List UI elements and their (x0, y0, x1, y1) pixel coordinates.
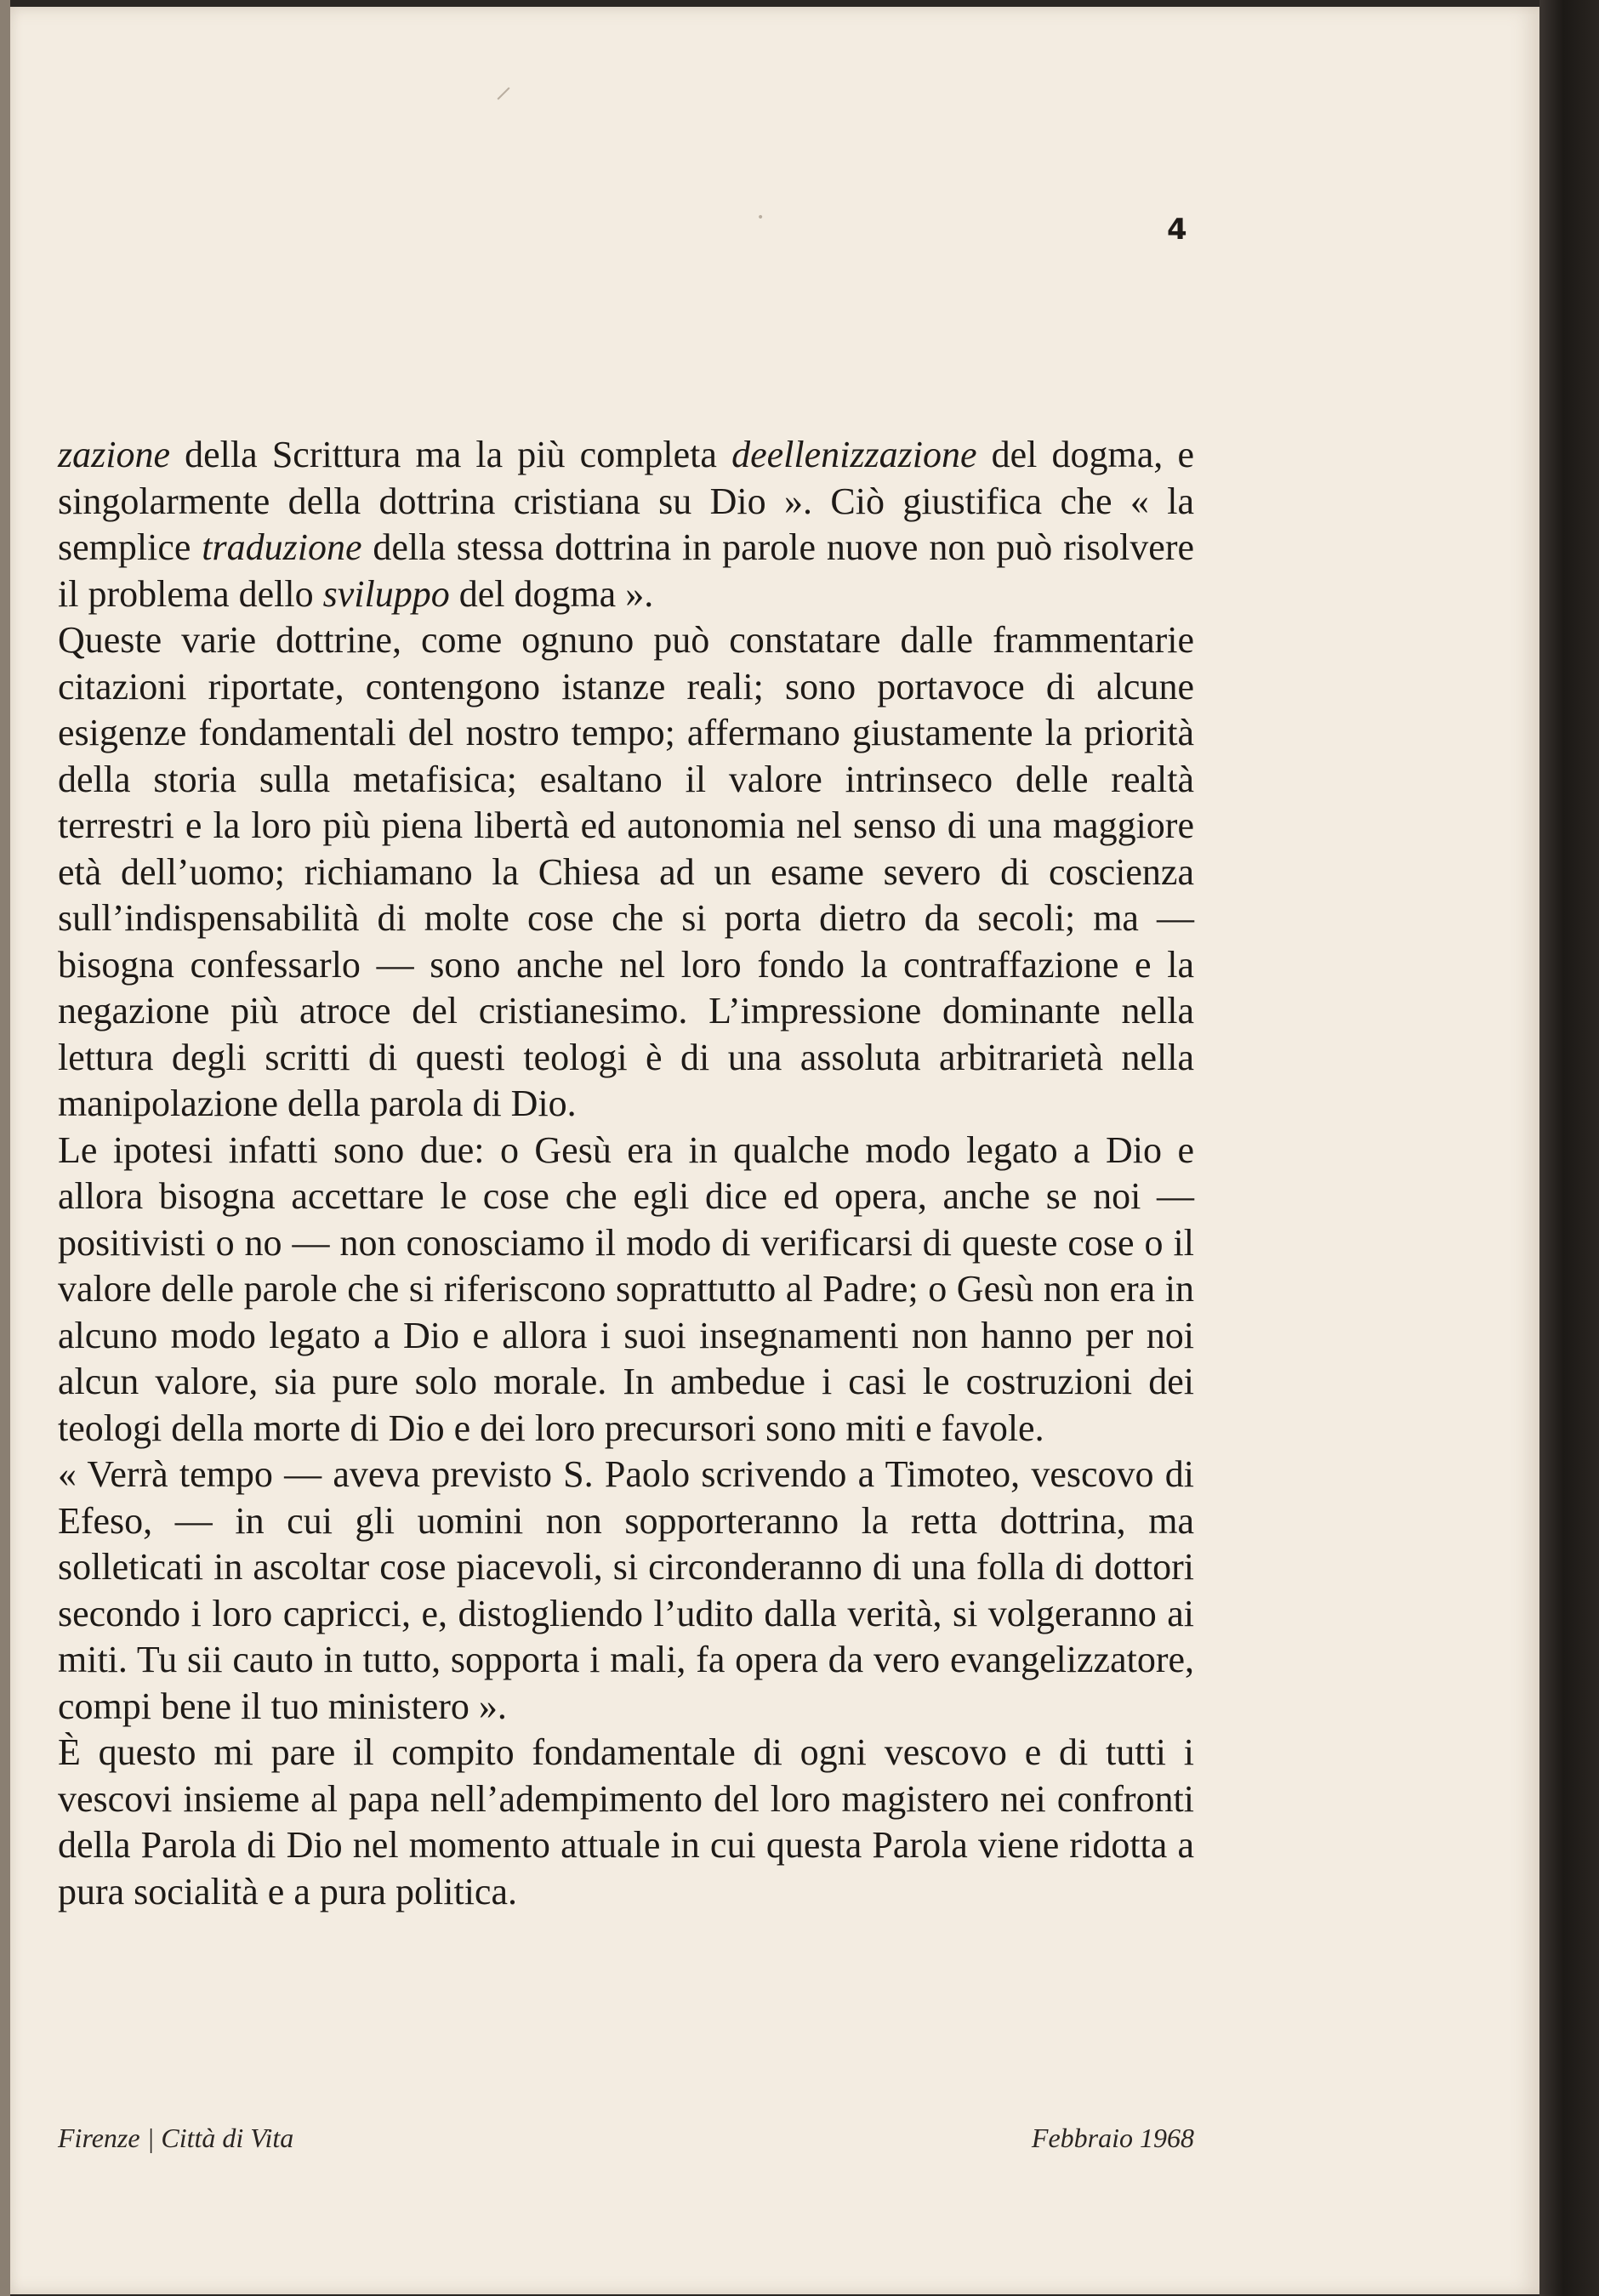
footer-imprint: Firenze | Città di Vita (58, 2123, 294, 2153)
body-text (58, 432, 1194, 1915)
italic-term: sviluppo (322, 572, 450, 615)
italic-term: deellenizzazione (731, 434, 977, 475)
paragraph (58, 1452, 1194, 1730)
text-run: « Verrà tempo — aveva previsto S. Paolo scrivendo a Timoteo, vescovo di Efeso, — in cui gli uomini non sopporteranno la retta dottrina, ma solleticati in ascoltar cose piacevoli, si circonderanno di una folla di dottori secondo i loro capricci, e, distogliendo l’udito dalla verità, si volgeranno ai miti. Tu sii cauto in tutto, sopporta i mali, fa opera da vero evangelizzatore, compi bene il tuo ministero ». (58, 1453, 1194, 1727)
italic-term: zazione (58, 434, 170, 475)
book-page (10, 7, 1541, 2294)
book-spine (1539, 0, 1599, 2296)
text-run: È questo mi pare il compito fondamentale di ogni vescovo e di tutti i vescovi insieme al papa nell’adempimento del loro magistero nei confronti della Parola di Dio nel momento attuale in cui questa Parola viene ridotta a pura socialità e a pura politica. (58, 1731, 1194, 1912)
paragraph (58, 617, 1194, 1128)
text-run: Queste varie dottrine, come ognuno può constatare dalle frammentarie citazioni riportate, contengono istanze reali; sono portavoce di alcune esigenze fondamentali del nostro tempo; affermano giustamente la priorità della storia sulla metafisica; esaltano il valore intrinseco delle realtà terrestri e la loro più piena libertà ed autonomia nel senso di una maggiore età dell’uomo; richiamano la Chiesa ad un esame severo di coscienza sull’indispensabilità di molte cose che si porta dietro da secoli; ma — bisogna confessarlo — sono anche nel loro fondo la contraffazione e la negazione più atroce del cristianesimo. L’impressione dominante nella lettura degli scritti di questi teologi è di una assoluta arbitrarietà nella manipolazione della parola di Dio. (58, 619, 1194, 1124)
footer-date: Febbraio 1968 (1031, 2123, 1194, 2153)
italic-term: traduzione (202, 526, 362, 568)
text-run: della Scrittura ma la più completa (170, 434, 732, 475)
text-run: Le ipotesi infatti sono due: o Gesù era in qualche modo legato a Dio e allora bisogna accettare le cose che egli dice ed opera, anche se noi — positivisti o no — non conosciamo il modo di verificarsi di queste cose o il valore delle parole che si riferiscono soprattutto al Padre; o Gesù non era in alcuno modo legato a Dio e allora i suoi insegnamenti non hanno per noi alcun valore, sia pure solo morale. In ambedue i casi le costruzioni dei teologi della morte di Dio e dei loro precursori sono miti e favole. (58, 1128, 1194, 1449)
text-run: del dogma ». (449, 572, 654, 615)
ink-speck: ⸍ (495, 81, 512, 120)
paragraph (58, 1128, 1194, 1452)
ink-speck: • (757, 211, 765, 224)
text-run: del dogma, e singolarmente della dottrina cristiana su Dio ». Ciò giustifica che « la semplice (58, 434, 1194, 568)
text-run: della stessa dottrina in parole nuove non può risolvere il problema dello (58, 526, 1195, 615)
page-edge (0, 0, 10, 2296)
page-number: 4 (1167, 213, 1187, 247)
paragraph (58, 1730, 1194, 1915)
paragraph (58, 432, 1194, 617)
